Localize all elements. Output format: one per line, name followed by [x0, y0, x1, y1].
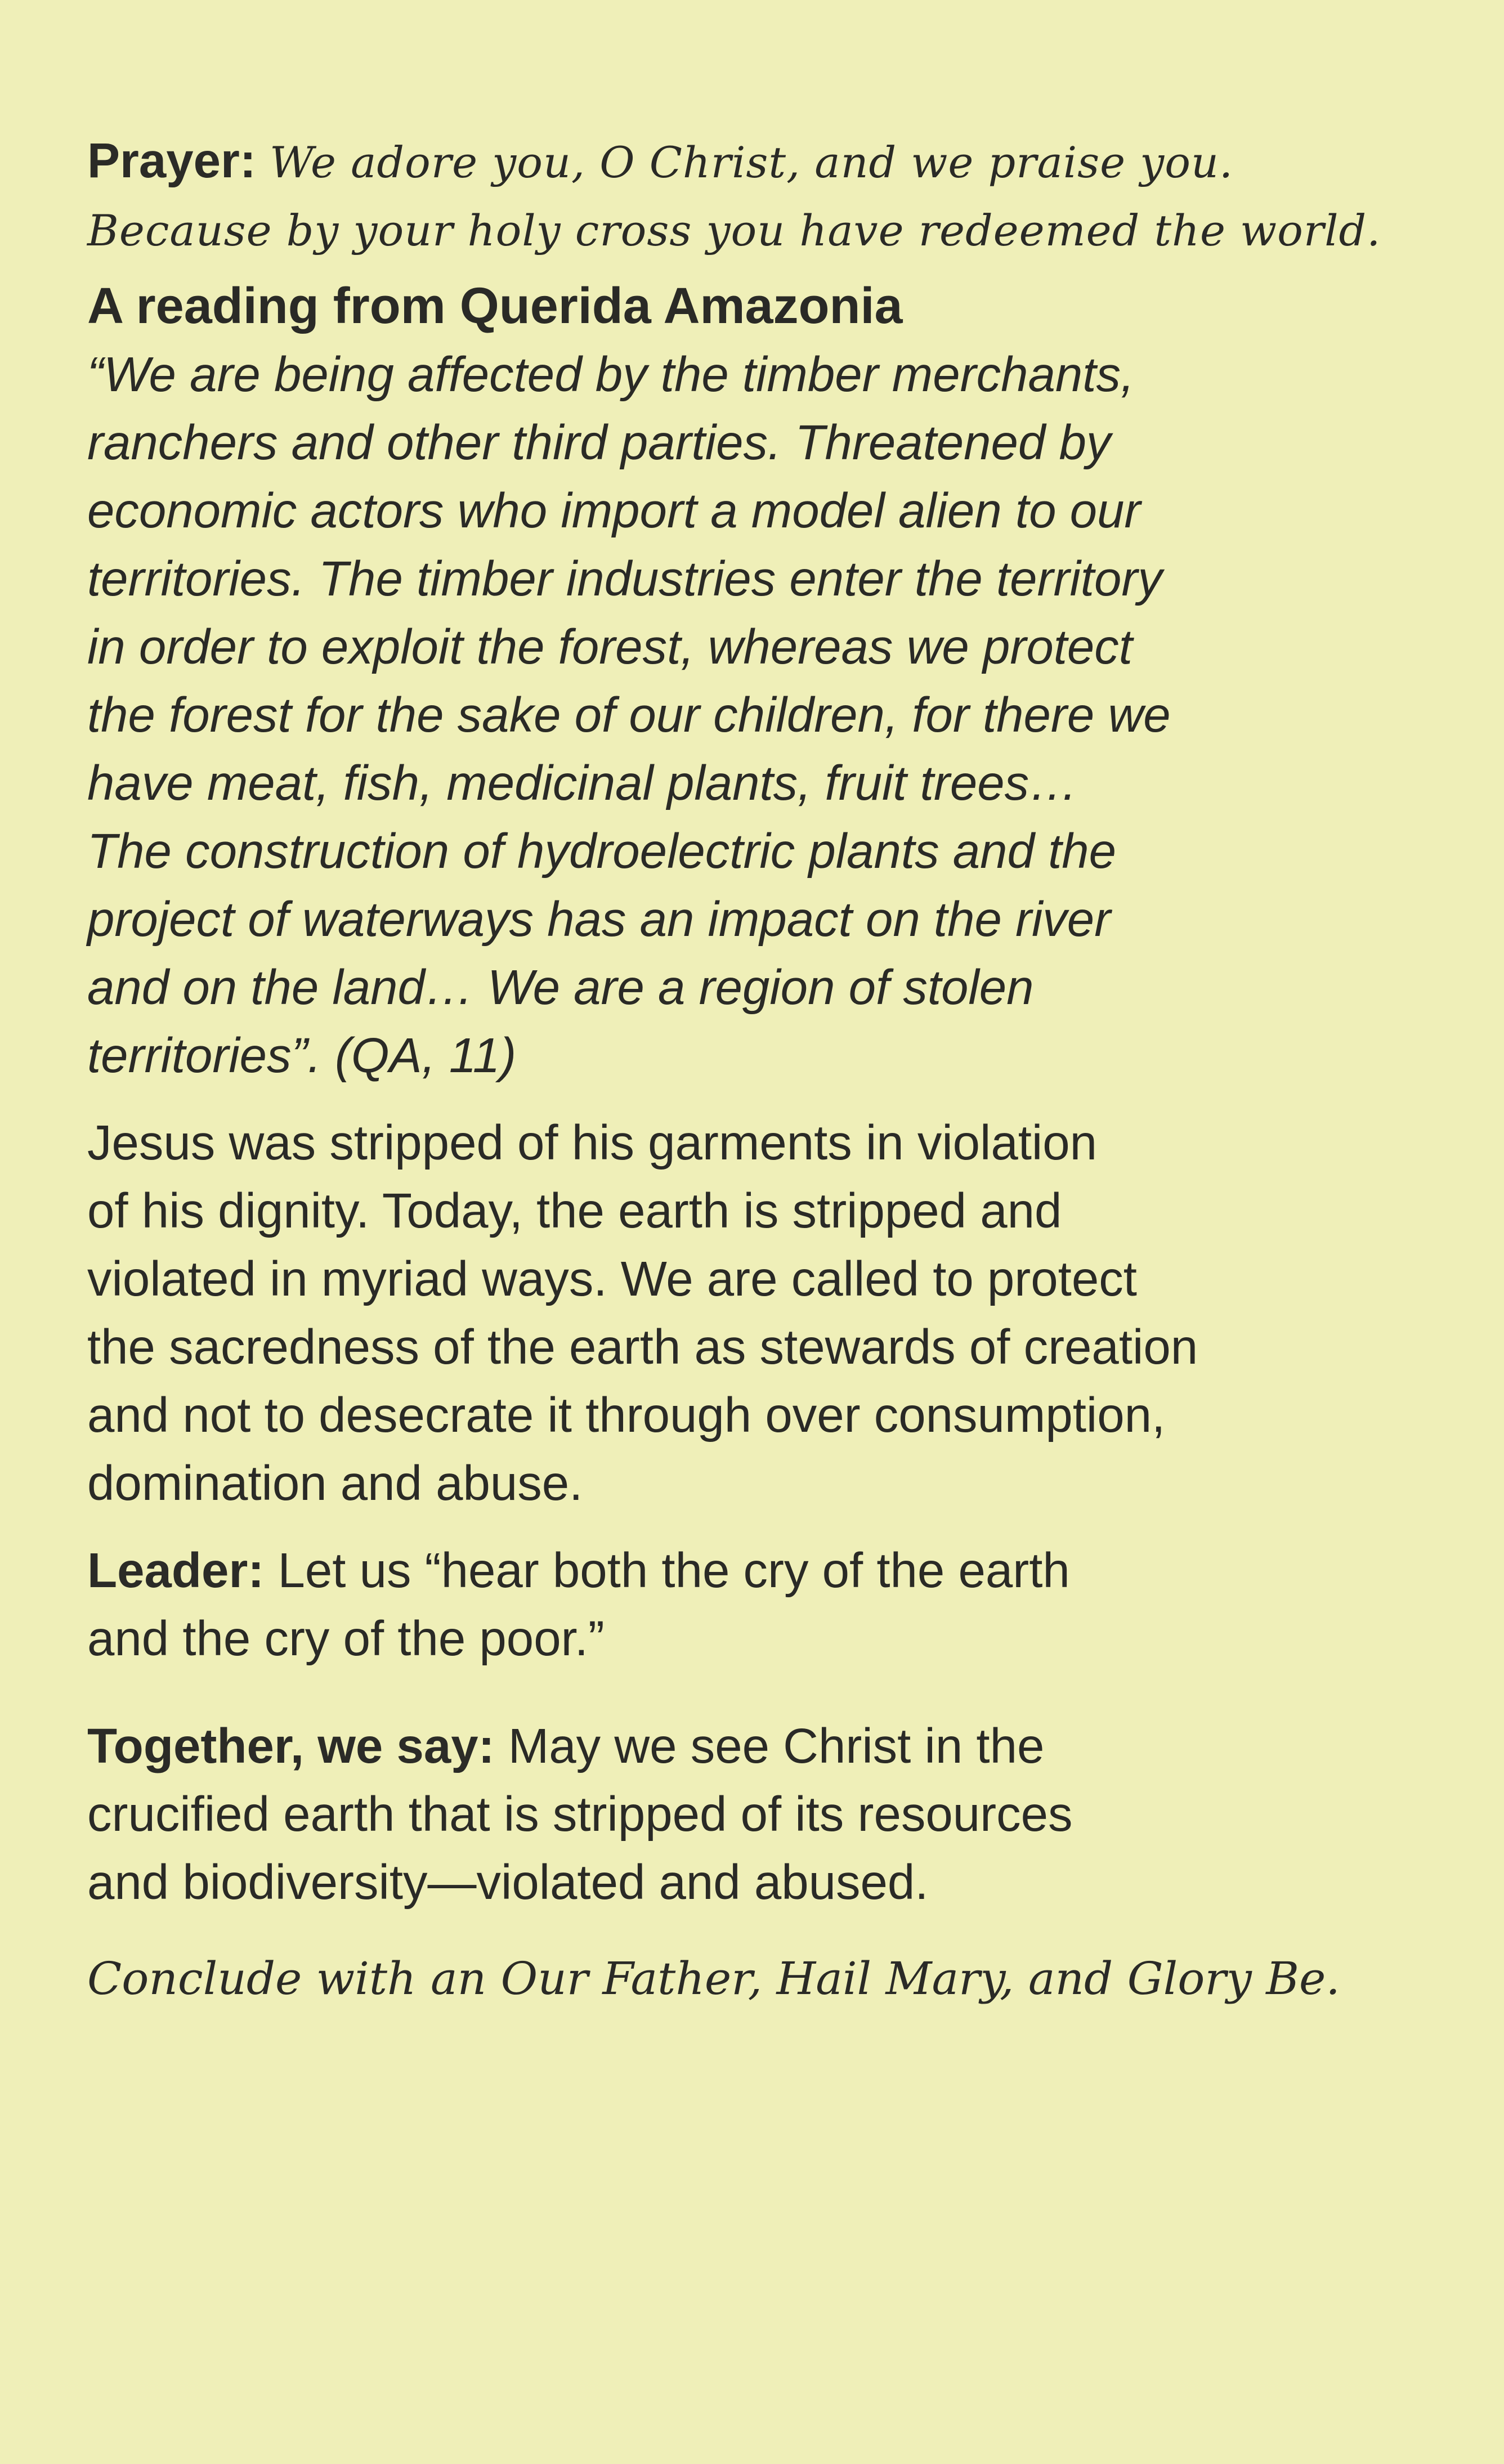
prayer-label: Prayer:	[87, 133, 256, 188]
together-text-line-2: crucified earth that is stripped of its resources	[87, 1787, 1073, 1842]
reading-quote	[87, 341, 1438, 1090]
reflection-paragraph	[87, 1109, 1438, 1517]
reading-line: “We are being affected by the timber merchants,	[87, 347, 1135, 402]
reflection-line: and not to desecrate it through over consumption,	[87, 1388, 1166, 1442]
reading-line: have meat, fish, medicinal plants, fruit trees…	[87, 756, 1078, 810]
prayer-text-line-2: Because by your holy cross you have redeemed the world.	[87, 205, 1381, 256]
together-label: Together, we say:	[87, 1719, 495, 1773]
reading-heading: A reading from Querida Amazonia	[87, 278, 903, 334]
prayer-line-1	[87, 127, 1438, 196]
reading-line: territories”. (QA, 11)	[87, 1028, 517, 1083]
leader-line-1	[87, 1536, 1438, 1605]
together-text-line-3: and biodiversity—violated and abused.	[87, 1855, 929, 1910]
reflection-line: of his dignity. Today, the earth is stripped and	[87, 1184, 1062, 1238]
reading-line: economic actors who import a model alien to our	[87, 483, 1141, 538]
reading-line: and on the land… We are a region of stolen	[87, 960, 1034, 1015]
reflection-line: domination and abuse.	[87, 1456, 583, 1511]
leader-text-line-1: Let us “hear both the cry of the earth	[264, 1543, 1070, 1598]
prayer-card-content	[87, 127, 1438, 2013]
prayer-section	[87, 127, 1438, 265]
reflection-line: Jesus was stripped of his garments in violation	[87, 1115, 1098, 1170]
reading-line: ranchers and other third parties. Threatened by	[87, 415, 1111, 470]
together-line-1	[87, 1712, 1438, 1780]
leader-label: Leader:	[87, 1543, 265, 1598]
reflection-line: the sacredness of the earth as stewards of creation	[87, 1320, 1198, 1374]
leader-text-line-2: and the cry of the poor.”	[87, 1611, 605, 1666]
reading-line: project of waterways has an impact on the river	[87, 892, 1111, 947]
leader-section	[87, 1536, 1438, 1673]
reading-line: in order to exploit the forest, whereas we protect	[87, 620, 1133, 674]
reflection-line: violated in myriad ways. We are called to protect	[87, 1252, 1137, 1306]
together-section	[87, 1712, 1438, 1916]
together-text-line-1: May we see Christ in the	[494, 1719, 1045, 1773]
prayer-text-line-1: We adore you, O Christ, and we praise you.	[270, 137, 1234, 187]
reading-line: territories. The timber industries enter the territory	[87, 552, 1162, 606]
conclude-instruction: Conclude with an Our Father, Hail Mary, and Glory Be.	[87, 1952, 1340, 2005]
reading-line: the forest for the sake of our children, for there we	[87, 688, 1171, 742]
reading-line: The construction of hydroelectric plants and the	[87, 824, 1117, 879]
